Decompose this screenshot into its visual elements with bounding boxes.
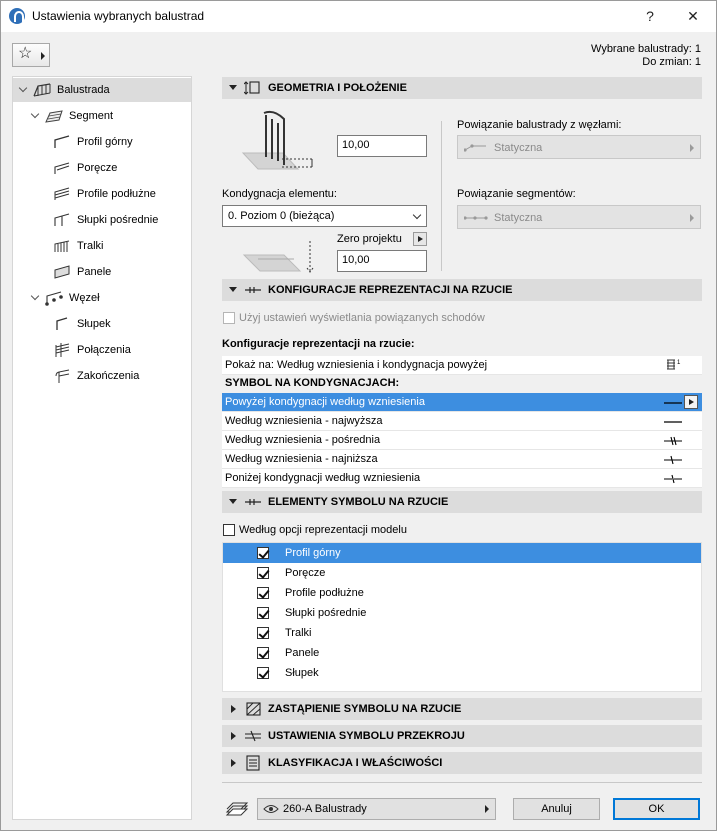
symbol-row-middle[interactable] [222, 431, 702, 450]
static-link-icon [464, 144, 488, 152]
triangle-right-icon [231, 705, 236, 713]
tree-item-label: Segment [69, 110, 114, 122]
symbol-row-label: Według wzniesienia - najniższa [225, 453, 378, 465]
symbol-row-highest[interactable] [222, 412, 702, 431]
element-tree [12, 76, 192, 820]
section-symbol-icon [244, 728, 262, 744]
top-rail-icon [53, 134, 71, 150]
item-label: Poręcze [285, 567, 326, 579]
eye-icon [263, 804, 279, 814]
geometry-divider [441, 121, 442, 271]
selection-info [591, 43, 701, 69]
footer-divider [222, 782, 702, 783]
list-item[interactable] [223, 623, 701, 643]
zero-menu-button[interactable] [413, 232, 427, 246]
config-label: Konfiguracje reprezentacji na rzucie: [222, 338, 415, 350]
tree-item-balustrada[interactable] [13, 78, 191, 102]
chevron-down-icon [413, 211, 421, 219]
segment-link-value: Statyczna [494, 212, 543, 224]
use-stairs-label: Użyj ustawień wyświetlania powiązanych schodów [239, 312, 485, 324]
tree-item-label: Balustrada [57, 84, 110, 96]
item-checkbox[interactable] [257, 547, 269, 559]
symbol-row-above[interactable] [222, 393, 702, 412]
section-symbol-override-header[interactable] [222, 698, 702, 720]
section-title: KONFIGURACJE REPREZENTACJI NA RZUCIE [268, 284, 513, 296]
by-model-label: Według opcji reprezentacji modelu [239, 524, 407, 536]
classification-icon [244, 755, 262, 771]
tree-item-panele[interactable] [13, 260, 191, 284]
story-value: 0. Poziom 0 (bieżąca) [228, 210, 335, 222]
connections-icon [53, 342, 71, 358]
chevron-down-icon[interactable] [31, 111, 40, 120]
section-title: GEOMETRIA I POŁOŻENIE [268, 82, 407, 94]
tree-item-label: Słupek [77, 318, 111, 330]
item-label: Słupek [285, 667, 319, 679]
node-link-label: Powiązanie balustrady z węzłami: [457, 119, 622, 131]
floorplan-symbol-icon [244, 282, 262, 298]
cancel-button[interactable]: Anuluj [513, 798, 600, 820]
arrow-right-icon [418, 236, 423, 242]
symbol-row-label: Według wzniesienia - pośrednia [225, 434, 381, 446]
section-floorplan-config-header[interactable] [222, 279, 702, 301]
arrow-right-icon [689, 399, 694, 405]
symbol-row-label: Powyżej kondygnacji według wzniesienia [225, 396, 425, 408]
triangle-down-icon [229, 85, 237, 90]
railing-icon [33, 82, 51, 98]
use-stairs-checkbox[interactable] [223, 312, 235, 324]
break-line-icon [664, 474, 682, 484]
tree-item-label: Połączenia [77, 344, 131, 356]
triangle-right-icon [231, 759, 236, 767]
solid-line-icon [664, 398, 682, 408]
panel-icon [53, 264, 71, 280]
list-item[interactable] [223, 643, 701, 663]
zero-label: Zero projektu [337, 233, 402, 245]
list-item[interactable] [223, 583, 701, 603]
arrow-right-icon [41, 52, 45, 60]
layer-select[interactable] [257, 798, 496, 820]
tree-item-label: Poręcze [77, 162, 118, 174]
show-on-row[interactable] [222, 356, 702, 375]
item-checkbox[interactable] [257, 567, 269, 579]
node-link-value: Statyczna [494, 142, 543, 154]
segment-link-label: Powiązanie segmentów: [457, 188, 576, 200]
window-title: Ustawienia wybranych balustrad [32, 9, 205, 23]
chevron-down-icon[interactable] [31, 293, 40, 302]
section-title: ZASTĄPIENIE SYMBOLU NA RZUCIE [268, 703, 462, 715]
post-icon [53, 316, 71, 332]
symbol-elements-list [222, 542, 702, 692]
tree-item-label: Zakończenia [77, 370, 140, 382]
tree-item-label: Węzeł [69, 292, 100, 304]
section-title: USTAWIENIA SYMBOLU PRZEKROJU [268, 730, 465, 742]
item-label: Panele [285, 647, 320, 659]
item-label: Tralki [285, 627, 312, 639]
tree-item-label: Profile podłużne [77, 188, 156, 200]
favorites-button[interactable] [12, 43, 50, 67]
static-link-icon [464, 214, 488, 222]
tree-item-wezel[interactable] [13, 286, 191, 310]
tree-item-label: Panele [77, 266, 112, 278]
ends-icon [53, 368, 71, 384]
arrow-right-icon [485, 805, 489, 813]
section-section-symbol-header[interactable] [222, 725, 702, 747]
chevron-down-icon[interactable] [19, 85, 28, 94]
story-select[interactable] [222, 205, 427, 227]
arrow-right-icon [690, 214, 694, 222]
section-symbol-elements-header[interactable] [222, 491, 702, 513]
symbol-row-below[interactable] [222, 469, 702, 488]
changes-count: Do zmian: 1 [642, 56, 701, 68]
item-checkbox[interactable] [257, 587, 269, 599]
railing-height-diagram [238, 109, 318, 175]
arrow-right-icon [690, 144, 694, 152]
item-label: Profile podłużne [285, 587, 364, 599]
item-label: Profil górny [285, 547, 341, 559]
offset-input[interactable]: 10,00 [337, 250, 427, 272]
item-checkbox[interactable] [257, 607, 269, 619]
tree-item-label: Słupki pośrednie [77, 214, 159, 226]
story-label: Kondygnacja elementu: [222, 188, 337, 200]
symbol-row-label: Według wzniesienia - najwyższa [225, 415, 383, 427]
height-input[interactable]: 10,00 [337, 135, 427, 157]
help-button[interactable]: ? [646, 8, 654, 24]
triangle-down-icon [229, 287, 237, 292]
close-button[interactable]: ✕ [687, 8, 699, 24]
node-icon [45, 290, 63, 306]
ok-button[interactable]: OK [613, 798, 700, 820]
tree-item-profile-podluzne[interactable] [13, 182, 191, 206]
title-bar [1, 1, 716, 32]
offset-diagram [238, 241, 318, 277]
tree-item-label: Tralki [77, 240, 104, 252]
item-checkbox[interactable] [257, 647, 269, 659]
tree-item-slupek[interactable] [13, 312, 191, 336]
item-checkbox[interactable] [257, 627, 269, 639]
symbol-override-icon [244, 701, 262, 717]
layers-icon [225, 800, 249, 818]
geometry-icon [244, 80, 262, 96]
story-levels-icon [666, 358, 682, 372]
section-title: KLASYFIKACJA I WŁAŚCIWOŚCI [268, 757, 443, 769]
tree-item-zakonczenia[interactable] [13, 364, 191, 388]
tree-item-segment[interactable] [13, 104, 191, 128]
tree-item-tralki[interactable] [13, 234, 191, 258]
baluster-icon [53, 238, 71, 254]
tree-item-porecze[interactable] [13, 156, 191, 180]
list-item[interactable] [223, 563, 701, 583]
svg-text:1: 1 [677, 360, 681, 366]
triangle-down-icon [229, 499, 237, 504]
item-label: Słupki pośrednie [285, 607, 367, 619]
list-item[interactable] [223, 543, 701, 563]
section-geometry-header[interactable] [222, 77, 702, 99]
triangle-right-icon [231, 732, 236, 740]
tree-item-profil-gorny[interactable] [13, 130, 191, 154]
solid-line-icon [664, 417, 682, 427]
list-item[interactable] [223, 603, 701, 623]
floorplan-symbol-icon [244, 494, 262, 510]
selected-count: Wybrane balustrady: 1 [591, 43, 701, 55]
tree-item-label: Profil górny [77, 136, 133, 148]
show-on-text: Pokaż na: Według wzniesienia i kondygnacja powyżej [225, 359, 488, 371]
symbol-row-label: Poniżej kondygnacji według wzniesienia [225, 472, 421, 484]
layer-value: 260-A Balustrady [283, 803, 367, 815]
item-checkbox[interactable] [257, 667, 269, 679]
symbol-header: SYMBOL NA KONDYGNACJACH: [225, 377, 400, 389]
section-classification-header[interactable] [222, 752, 702, 774]
section-title: ELEMENTY SYMBOLU NA RZUCIE [268, 496, 449, 508]
segment-icon [45, 108, 63, 124]
break-line-icon [664, 455, 682, 465]
symbol-row-lowest[interactable] [222, 450, 702, 469]
symbol-menu-button[interactable] [684, 395, 698, 409]
rail-icon [53, 186, 71, 202]
list-item[interactable] [223, 663, 701, 683]
by-model-checkbox[interactable] [223, 524, 235, 536]
break-line-icon [664, 436, 682, 446]
tree-item-slupki-posrednie[interactable] [13, 208, 191, 232]
app-logo-icon [9, 8, 25, 24]
tree-item-polaczenia[interactable] [13, 338, 191, 362]
handrail-icon [53, 160, 71, 176]
inner-post-icon [53, 212, 71, 228]
segment-link-select [457, 205, 701, 229]
node-link-select [457, 135, 701, 159]
star-icon: ☆ [18, 45, 33, 62]
